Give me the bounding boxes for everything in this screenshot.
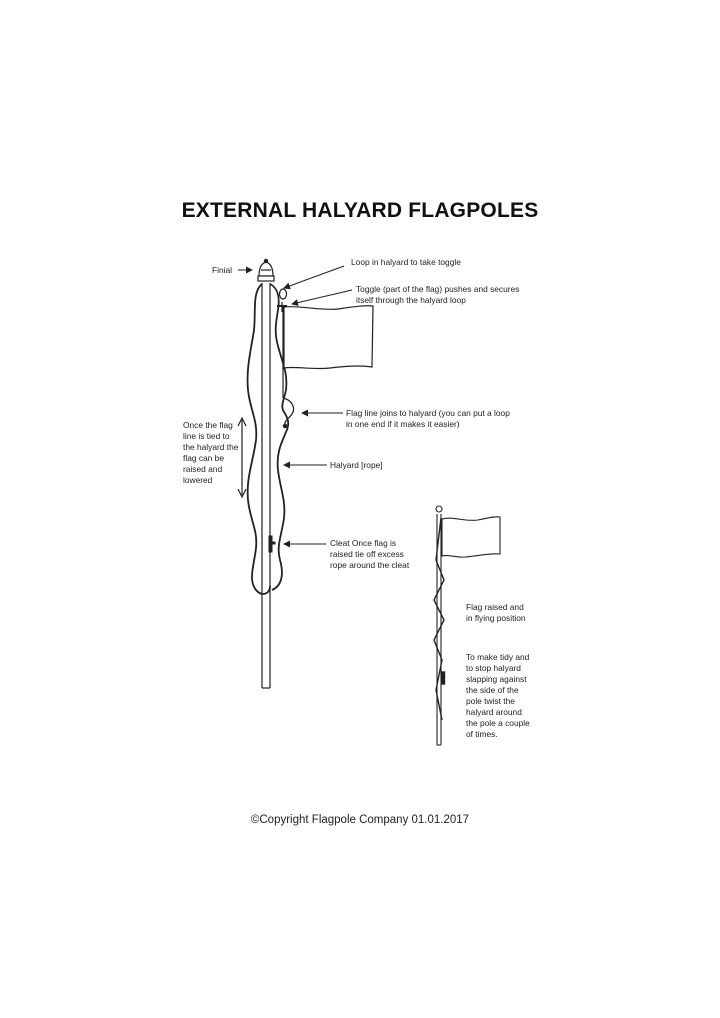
cleat-label-line2: raised tie off excess xyxy=(330,549,404,559)
flag-line-label-line1: Flag line joins to halyard (you can put a loop xyxy=(346,408,510,418)
page-title: EXTERNAL HALYARD FLAGPOLES xyxy=(181,199,539,222)
tidy-label-line5: pole twist the xyxy=(466,696,515,706)
once-label-line6: lowered xyxy=(183,475,213,485)
raised-label-line1: Flag raised and xyxy=(466,602,524,612)
cleat-label-line3: rope around the cleat xyxy=(330,560,410,570)
loop-label: Loop in halyard to take toggle xyxy=(351,257,461,267)
tidy-label-line8: of times. xyxy=(466,729,498,739)
tidy-label-line7: the pole a couple xyxy=(466,718,530,728)
halyard-rope xyxy=(248,284,289,594)
toggle-label-line2: itself through the halyard loop xyxy=(356,295,466,305)
once-label-line4: flag can be xyxy=(183,453,224,463)
copyright-footer: ©Copyright Flagpole Company 01.01.2017 xyxy=(250,814,470,826)
flag-line-label-line2: in one end if it makes it easier) xyxy=(346,419,460,429)
raised-label-line2: in flying position xyxy=(466,613,526,623)
halyard-label: Halyard [rope] xyxy=(330,460,383,470)
once-label-line2: line is tied to xyxy=(183,431,230,441)
raise-lower-indicator xyxy=(238,418,246,497)
once-label-line1: Once the flag xyxy=(183,420,233,430)
cleat-icon xyxy=(269,536,275,552)
main-flagpole xyxy=(262,283,270,688)
tidy-label-line3: slapping against xyxy=(466,674,527,684)
tidy-label-line4: the side of the xyxy=(466,685,519,695)
once-label-line5: raised and xyxy=(183,464,223,474)
tidy-label-line1: To make tidy and xyxy=(466,652,530,662)
tidy-label-line6: halyard around xyxy=(466,707,522,717)
main-flag xyxy=(283,306,373,398)
second-flag xyxy=(442,517,500,557)
toggle-label-line1: Toggle (part of the flag) pushes and secures xyxy=(356,284,520,294)
tidy-label-line2: to stop halyard xyxy=(466,663,521,673)
finial-icon xyxy=(258,259,274,281)
finial-label: Finial xyxy=(212,265,233,275)
cleat-label-line1: Cleat Once flag is xyxy=(330,538,397,548)
once-label-line3: the halyard the xyxy=(183,442,239,452)
